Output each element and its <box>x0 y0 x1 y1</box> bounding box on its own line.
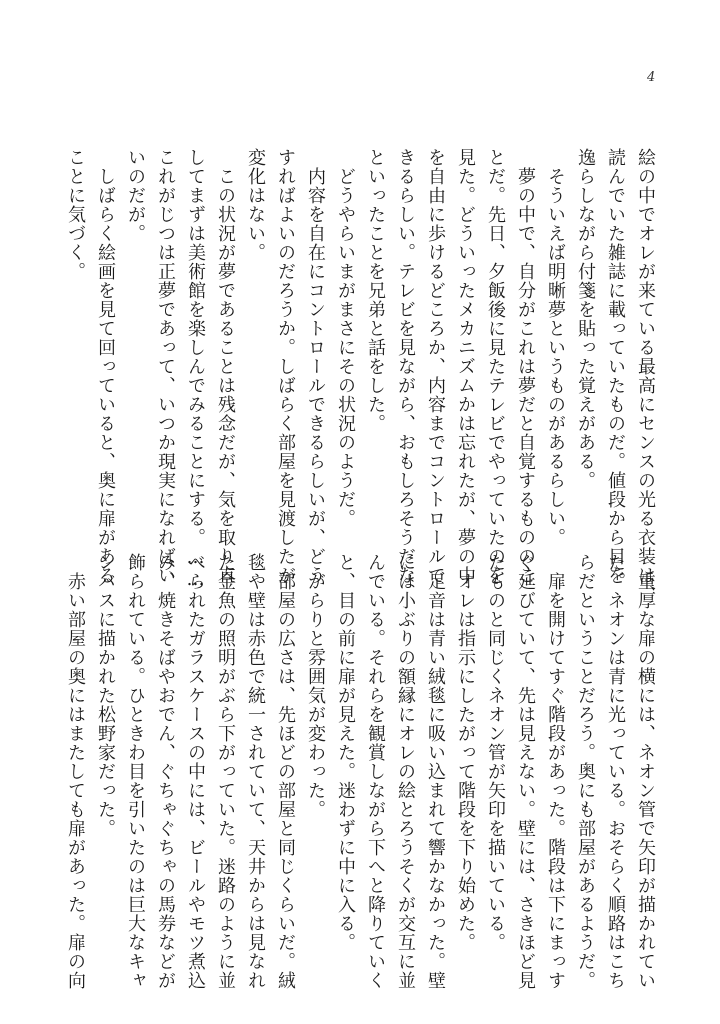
text-line: 夢の中で、自分がこれは夢だと自覚するもののこ <box>515 148 536 585</box>
text-line: 逸らしながら付箋を貼った覚えがある。 <box>575 148 596 490</box>
text-line: してまずは美術館を楽しんでみることにする。…… <box>185 148 206 591</box>
text-line: いのだが。 <box>125 148 146 243</box>
text-line: ンバスに描かれた松野家だった。 <box>95 553 116 838</box>
text-line: とだ。先日、夕飯後に見たテレビでやっていたのを <box>485 148 506 585</box>
text-line: たものと同じくネオン管が矢印を描いている。 <box>485 553 506 952</box>
text-line: には小ぶりの額縁にオレの絵とろうそくが交互に並 <box>395 553 416 990</box>
text-line: 読んでいた雑誌に載っていたものだ。値段から目を <box>605 148 626 585</box>
text-line: 変化はない。 <box>245 148 266 262</box>
text-line: オレは指示にしたがって階段を下り始めた。 <box>455 553 476 952</box>
text-line: きるらしい。テレビを見ながら、おもしろそうだな <box>395 148 416 585</box>
text-line: 毯や壁は赤色で統一されていて、天井からは見なれ <box>245 553 266 990</box>
text-line: 赤い部屋の奥にはまたしても扉があった。扉の向 <box>65 553 86 990</box>
text-line: らだということだろう。奥にも部屋があるようだ。 <box>575 553 596 990</box>
text-line: しばらく絵画を見て回っていると、奥に扉がある <box>95 148 116 585</box>
text-line: がらりと雰囲気が変わった。 <box>305 553 326 819</box>
text-line: た金魚の照明がぶら下がっていた。迷路のように並 <box>215 553 236 990</box>
page-number: 4 <box>647 70 656 85</box>
text-line: 重厚な扉の横には、ネオン管で矢印が描かれてい <box>635 553 656 990</box>
text-line: た。ネオンは青に光っている。おそらく順路はこち <box>605 553 626 990</box>
text-line: 足音は青い絨毯に吸い込まれて響かなかった。壁 <box>425 553 446 990</box>
text-line: 見た。どういったメカニズムかは忘れたが、夢の中 <box>455 148 476 585</box>
text-line: そういえば明晰夢というものがあるらしい。 <box>545 148 566 547</box>
text-line: べられたガラスケースの中には、ビールやモツ煮込 <box>185 553 206 990</box>
text-line: 飾られている。ひときわ目を引いたのは巨大なキャ <box>125 553 146 990</box>
text-line: この状況が夢であることは残念だが、気を取り直 <box>215 148 236 585</box>
text-line: んでいる。それらを観賞しながら下へと降りていく <box>365 553 386 990</box>
text-line: を自由に歩けるどころか、内容までコントロールで <box>425 148 446 585</box>
text-line: ぐ延びていて、先は見えない。壁には、さきほど見 <box>515 553 536 990</box>
text-line: と、目の前に扉が見えた。迷わずに中に入る。 <box>335 553 356 952</box>
text-line: み、焼きそばやおでん、ぐちゃぐちゃの馬券などが <box>155 553 176 990</box>
text-line: どうやらいまがまさにその状況のようだ。 <box>335 148 356 528</box>
upper-text-block <box>65 148 660 604</box>
text-line: 絵の中でオレが来ている最高にセンスの光る衣装は、 <box>635 148 656 604</box>
text-line: これがじつは正夢であって、いつか現実になればい <box>155 148 176 585</box>
lower-text-block <box>65 553 660 990</box>
text-line: 扉を開けてすぐ階段があった。階段は下にまっす <box>545 553 566 990</box>
text-line: 内容を自在にコントロールできるらしいが、どう <box>305 148 326 585</box>
text-line: といったことを兄弟と話をした。 <box>365 148 386 433</box>
text-line: すればよいのだろうか。しばらく部屋を見渡したが <box>275 148 296 585</box>
text-line: ことに気づく。 <box>65 148 86 281</box>
text-line: 部屋の広さは、先ほどの部屋と同じくらいだ。絨 <box>275 553 296 990</box>
